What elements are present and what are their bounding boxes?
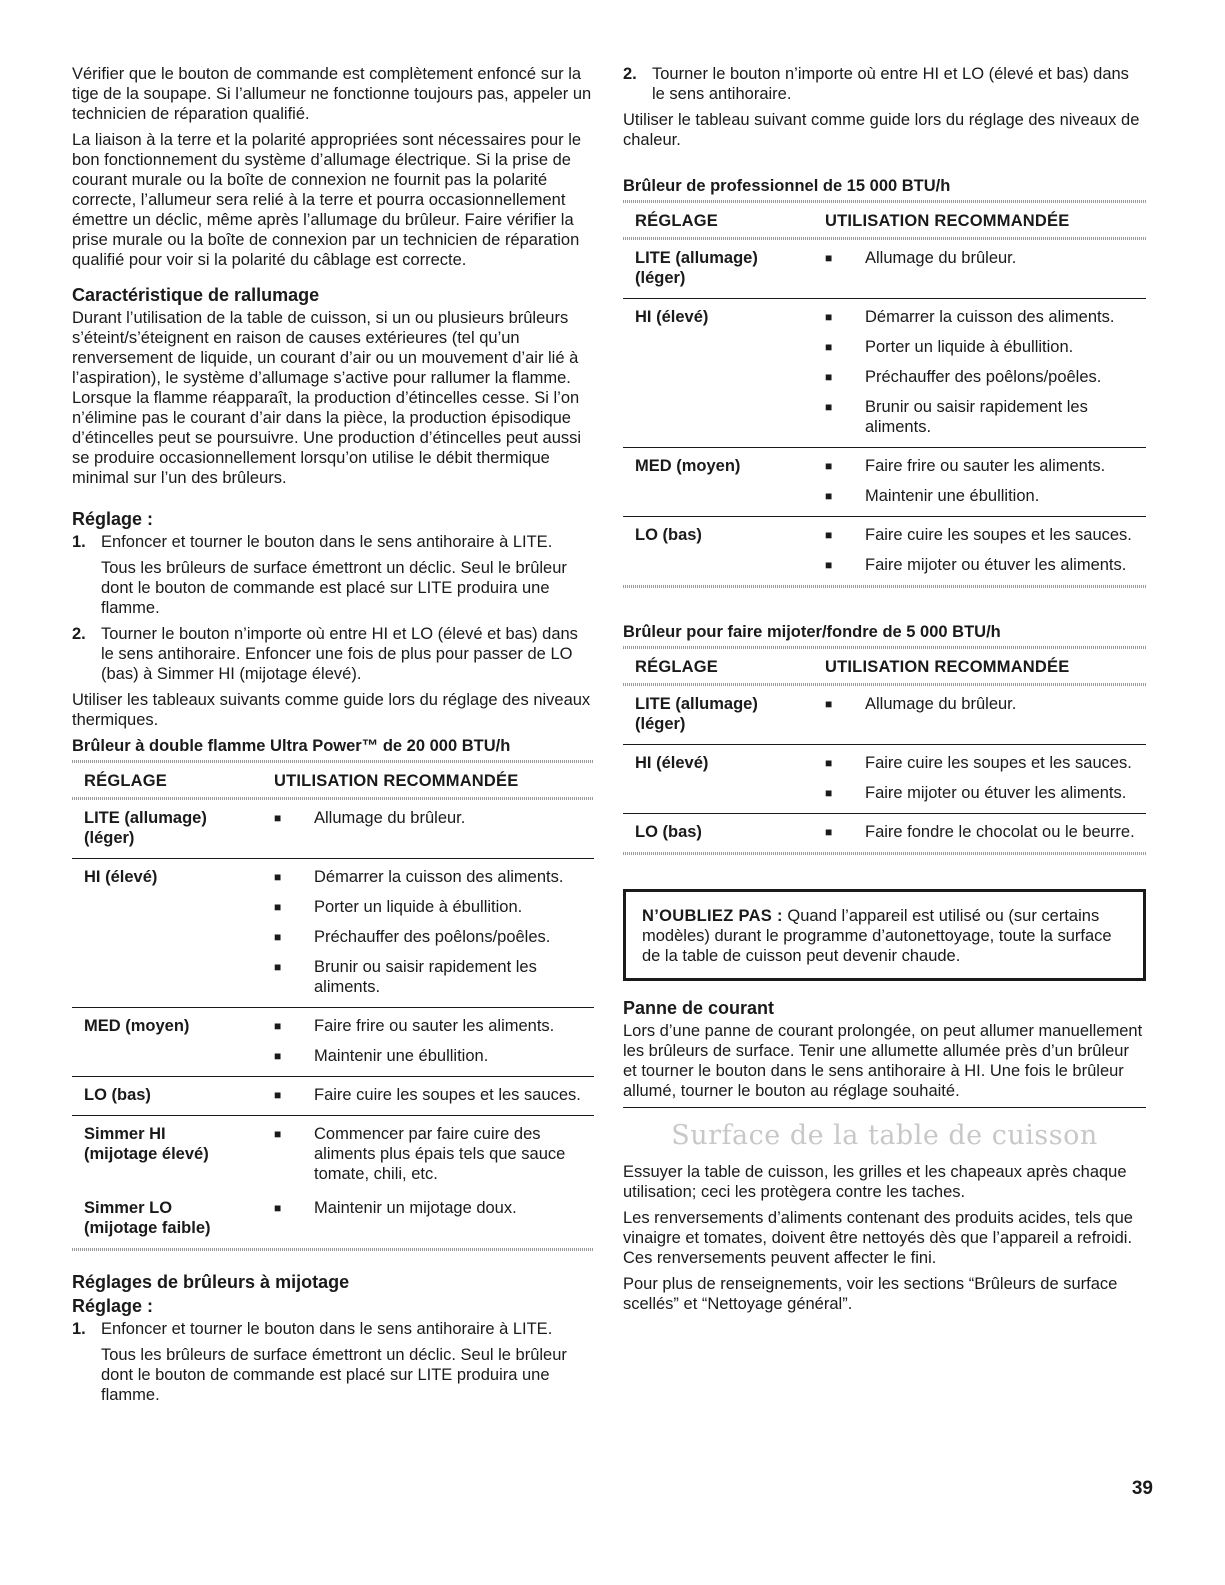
table-uses-cell <box>825 525 1146 575</box>
use-item <box>825 753 1146 773</box>
use-item <box>825 456 1146 476</box>
table-uses-cell <box>825 248 1146 288</box>
bullet-icon: ■ <box>825 370 833 384</box>
step-body <box>652 64 1146 104</box>
simmer-steps <box>72 1319 594 1405</box>
table-setting-cell: HI (élevé) <box>84 868 158 886</box>
use-item <box>825 783 1146 803</box>
use-item <box>274 808 594 828</box>
table-setting-cell: LO (bas) <box>84 1086 151 1104</box>
table-uses-cell <box>825 753 1146 803</box>
table-setting-cell: HI (élevé) <box>635 754 709 772</box>
step-item <box>72 532 594 618</box>
table-uses-cell <box>825 694 1146 734</box>
table-setting-cell: LO (bas) <box>635 823 702 841</box>
table-uses-cell <box>274 1198 594 1238</box>
use-text: Faire fondre le chocolat ou le beurre. <box>865 823 1135 841</box>
use-item <box>274 1085 594 1105</box>
bullet-icon: ■ <box>274 1127 282 1141</box>
use-text: Allumage du brûleur. <box>865 249 1017 267</box>
step-number: 2. <box>72 625 86 643</box>
left-column <box>72 64 594 1411</box>
table-setting-cell: Simmer HI (mijotage élevé) <box>84 1125 209 1163</box>
bullet-icon: ■ <box>274 960 282 974</box>
use-text: Faire cuire les soupes et les sauces. <box>865 754 1132 772</box>
step-text: Tourner le bouton n’importe où entre HI et LO (élevé et bas) dans le sens antihoraire. Enfoncer une fois de plus pour passer de LO (bas) à Simmer HI (mijotage élevé). <box>101 625 578 683</box>
use-item <box>274 1046 594 1066</box>
use-item <box>274 927 594 947</box>
cooktop-paragraph-1: Essuyer la table de cuisson, les grilles et les chapeaux après chaque utilisation; ceci les protègera contre les taches. <box>623 1163 1127 1201</box>
table-row <box>623 686 1146 744</box>
table-row <box>623 813 1146 852</box>
use-item <box>274 867 594 887</box>
use-item <box>274 1198 594 1218</box>
step-number: 1. <box>72 1320 86 1338</box>
use-item <box>825 525 1146 545</box>
bullet-icon: ■ <box>825 459 833 473</box>
table-uses-cell <box>274 808 594 848</box>
use-text: Préchauffer des poêlons/poêles. <box>865 368 1102 386</box>
table-row <box>623 298 1146 447</box>
power-failure-heading: Panne de courant <box>623 998 775 1018</box>
table-row <box>623 447 1146 516</box>
use-text: Faire mijoter ou étuver les aliments. <box>865 784 1127 802</box>
bullet-icon: ■ <box>825 756 833 770</box>
bullet-icon: ■ <box>825 340 833 354</box>
notice-text: Quand l’appareil est utilisé ou (sur certains modèles) durant le programme d’autonettoyage, toute la surface de la table de cuisson peut devenir chaude. <box>642 907 1112 965</box>
use-item <box>825 248 1146 268</box>
table-header-use: UTILISATION RECOMMANDÉE <box>825 212 1070 230</box>
table-row <box>623 240 1146 298</box>
use-text: Faire frire ou sauter les aliments. <box>865 457 1106 475</box>
use-item <box>825 486 1146 506</box>
table-row <box>72 800 594 858</box>
use-item <box>825 694 1146 714</box>
right-steps <box>623 64 1146 104</box>
table-uses-cell <box>274 1124 594 1184</box>
table-header-setting: RÉGLAGE <box>635 212 718 230</box>
table-setting-cell: MED (moyen) <box>635 457 741 475</box>
table-header-use: UTILISATION RECOMMANDÉE <box>274 772 519 790</box>
dual-flame-table-title: Brûleur à double flamme Ultra Power™ de 20 000 BTU/h <box>72 737 511 755</box>
reignition-heading: Caractéristique de rallumage <box>72 285 320 305</box>
table-row <box>623 516 1146 585</box>
simmer-setting-heading: Réglage : <box>72 1296 154 1316</box>
use-text: Allumage du brûleur. <box>865 695 1017 713</box>
table-row <box>72 1076 594 1115</box>
step-item <box>623 64 1146 104</box>
use-text: Allumage du brûleur. <box>314 809 466 827</box>
bullet-icon: ■ <box>274 930 282 944</box>
table-setting-cell: Simmer LO (mijotage faible) <box>84 1199 211 1237</box>
bullet-icon: ■ <box>825 825 833 839</box>
bullet-icon: ■ <box>825 400 833 414</box>
use-item <box>825 397 1146 437</box>
table-header-row <box>623 649 1146 683</box>
bullet-icon: ■ <box>274 1201 282 1215</box>
step-item <box>72 624 594 684</box>
step-body <box>101 532 594 618</box>
use-text: Faire cuire les soupes et les sauces. <box>865 526 1132 544</box>
section-divider <box>623 1107 1146 1108</box>
step-item <box>72 1319 594 1405</box>
table-setting-cell: HI (élevé) <box>635 308 709 326</box>
setting-steps <box>72 532 594 684</box>
table-row <box>72 1194 594 1248</box>
step-number: 1. <box>72 533 86 551</box>
use-item <box>825 307 1146 327</box>
table-uses-cell <box>825 822 1146 842</box>
step-body <box>101 1319 594 1405</box>
power-failure-text: Lors d’une panne de courant prolongée, on peut allumer manuellement les brûleurs de surface. Tenir une allumette allumée près d’un brûleur et tourner le bouton dans le sens antihoraire à HI. Une fois le brûleur allumé, tourner le bouton au réglage souhaité. <box>623 1022 1143 1100</box>
cooktop-paragraph-3: Pour plus de renseignements, voir les sections “Brûleurs de surface scellés” et “Nettoyage général”. <box>623 1275 1118 1313</box>
bullet-icon: ■ <box>274 870 282 884</box>
professional-table-title: Brûleur de professionnel de 15 000 BTU/h <box>623 177 951 195</box>
use-text: Faire frire ou sauter les aliments. <box>314 1017 555 1035</box>
bullet-icon: ■ <box>825 528 833 542</box>
table-uses-cell <box>825 307 1146 437</box>
cooktop-paragraph-2: Les renversements d’aliments contenant des produits acides, tels que vinaigre et tomates, doivent être nettoyés dès que l’appareil a refroidi. Ces renversements peuvent affecter le fini. <box>623 1209 1133 1267</box>
use-item <box>825 337 1146 357</box>
use-text: Maintenir un mijotage doux. <box>314 1199 517 1217</box>
reignition-text: Durant l’utilisation de la table de cuisson, si un ou plusieurs brûleurs s’éteint/s’éteignent en raison de causes extérieures (tel qu’un renversement de liquide, un courant d’air ou un mouvement d’air lié à l’aspiration), le système d’allumage s’active pour rallumer la flamme. Lorsque la flamme réapparaît, la production d’étincelles cesse. Si l’on n’élimine pas le courant d’air dans la pièce, la production épisodique d’étincelles peut se poursuivre. Une production d’étincelles peut aussi se produire occasionnellement lorsqu’on utilise le débit thermique minimal sur l’un des brûleurs. <box>72 309 582 487</box>
table-row <box>72 1115 594 1194</box>
step-subtext: Tous les brûleurs de surface émettront un déclic. Seul le brûleur dont le bouton de commande est placé sur LITE produira une flamme. <box>101 559 567 617</box>
use-item <box>825 367 1146 387</box>
table-header-setting: RÉGLAGE <box>635 658 718 676</box>
table-uses-cell <box>274 1085 594 1105</box>
use-text: Démarrer la cuisson des aliments. <box>314 868 564 886</box>
step-text: Enfoncer et tourner le bouton dans le sens antihoraire à LITE. <box>101 533 553 551</box>
table-uses-cell <box>274 867 594 997</box>
table-row <box>72 1007 594 1076</box>
use-text: Maintenir une ébullition. <box>314 1047 489 1065</box>
bullet-icon: ■ <box>825 489 833 503</box>
bullet-icon: ■ <box>274 1088 282 1102</box>
table-header-row <box>623 203 1146 237</box>
table-uses-cell <box>274 1016 594 1066</box>
guide-text: Utiliser les tableaux suivants comme guide lors du réglage des niveaux thermiques. <box>72 691 591 729</box>
table-header-row <box>72 763 594 797</box>
use-item <box>274 957 594 997</box>
bullet-icon: ■ <box>825 251 833 265</box>
table-header-setting: RÉGLAGE <box>84 772 167 790</box>
right-column <box>623 64 1146 1320</box>
use-item <box>825 822 1146 842</box>
step-number: 2. <box>623 65 637 83</box>
simmer-melt-table-title: Brûleur pour faire mijoter/fondre de 5 000 BTU/h <box>623 623 1001 641</box>
use-text: Maintenir une ébullition. <box>865 487 1040 505</box>
table-row <box>72 858 594 1007</box>
use-item <box>825 555 1146 575</box>
bullet-icon: ■ <box>825 697 833 711</box>
use-text: Brunir ou saisir rapidement les aliments. <box>865 398 1088 436</box>
dual-flame-table <box>72 760 594 1251</box>
simmer-settings-heading: Réglages de brûleurs à mijotage <box>72 1272 350 1292</box>
table-setting-cell: LITE (allumage) (léger) <box>84 809 207 847</box>
table-row <box>623 744 1146 813</box>
bullet-icon: ■ <box>274 811 282 825</box>
use-item <box>274 1016 594 1036</box>
right-guide-text: Utiliser le tableau suivant comme guide lors du réglage des niveaux de chaleur. <box>623 111 1140 149</box>
use-text: Préchauffer des poêlons/poêles. <box>314 928 551 946</box>
use-text: Porter un liquide à ébullition. <box>314 898 523 916</box>
page-number: 39 <box>1131 1478 1153 1499</box>
table-setting-cell: LO (bas) <box>635 526 702 544</box>
table-setting-cell: LITE (allumage) (léger) <box>635 695 758 733</box>
use-text: Démarrer la cuisson des aliments. <box>865 308 1115 326</box>
use-item <box>274 897 594 917</box>
step-text: Tourner le bouton n’importe où entre HI et LO (élevé et bas) dans le sens antihoraire. <box>652 65 1129 103</box>
step-text: Enfoncer et tourner le bouton dans le sens antihoraire à LITE. <box>101 1320 553 1338</box>
use-item <box>274 1124 594 1184</box>
bullet-icon: ■ <box>274 900 282 914</box>
table-uses-cell <box>825 456 1146 506</box>
professional-burner-table <box>623 200 1146 588</box>
reminder-notice-box <box>623 889 1146 981</box>
use-text: Brunir ou saisir rapidement les aliments. <box>314 958 537 996</box>
step-subtext: Tous les brûleurs de surface émettront un déclic. Seul le brûleur dont le bouton de commande est placé sur LITE produira une flamme. <box>101 1346 567 1404</box>
use-text: Faire mijoter ou étuver les aliments. <box>865 556 1127 574</box>
intro-paragraph-1: Vérifier que le bouton de commande est complètement enfoncé sur la tige de la soupape. Si l’allumeur ne fonctionne toujours pas, appeler un technicien de réparation qualifié. <box>72 65 592 123</box>
step-body <box>101 624 594 684</box>
simmer-melt-table <box>623 646 1146 855</box>
use-text: Faire cuire les soupes et les sauces. <box>314 1086 581 1104</box>
bullet-icon: ■ <box>274 1049 282 1063</box>
bullet-icon: ■ <box>274 1019 282 1033</box>
use-text: Porter un liquide à ébullition. <box>865 338 1074 356</box>
table-setting-cell: MED (moyen) <box>84 1017 190 1035</box>
intro-paragraph-2: La liaison à la terre et la polarité appropriées sont nécessaires pour le bon fonctionnement du système d’allumage électrique. Si la prise de courant murale ou la boîte de connexion ne fournit pas la polarité correcte, l’allumeur sera relié à la terre et pourra occasionnellement émettre un déclic, même après l’allumage du brûleur. Faire vérifier la prise murale ou la boîte de connexion par un technicien de réparation qualifié pour voir si la polarité du câblage est correcte. <box>72 131 582 269</box>
cooktop-section-title: Surface de la table de cuisson <box>671 1120 1098 1151</box>
bullet-icon: ■ <box>825 786 833 800</box>
bullet-icon: ■ <box>825 558 833 572</box>
table-header-use: UTILISATION RECOMMANDÉE <box>825 658 1070 676</box>
bullet-icon: ■ <box>825 310 833 324</box>
setting-heading: Réglage : <box>72 509 154 529</box>
use-text: Commencer par faire cuire des aliments plus épais tels que sauce tomate, chili, etc. <box>314 1125 566 1183</box>
notice-label: N’OUBLIEZ PAS : <box>642 907 783 925</box>
table-setting-cell: LITE (allumage) (léger) <box>635 249 758 287</box>
